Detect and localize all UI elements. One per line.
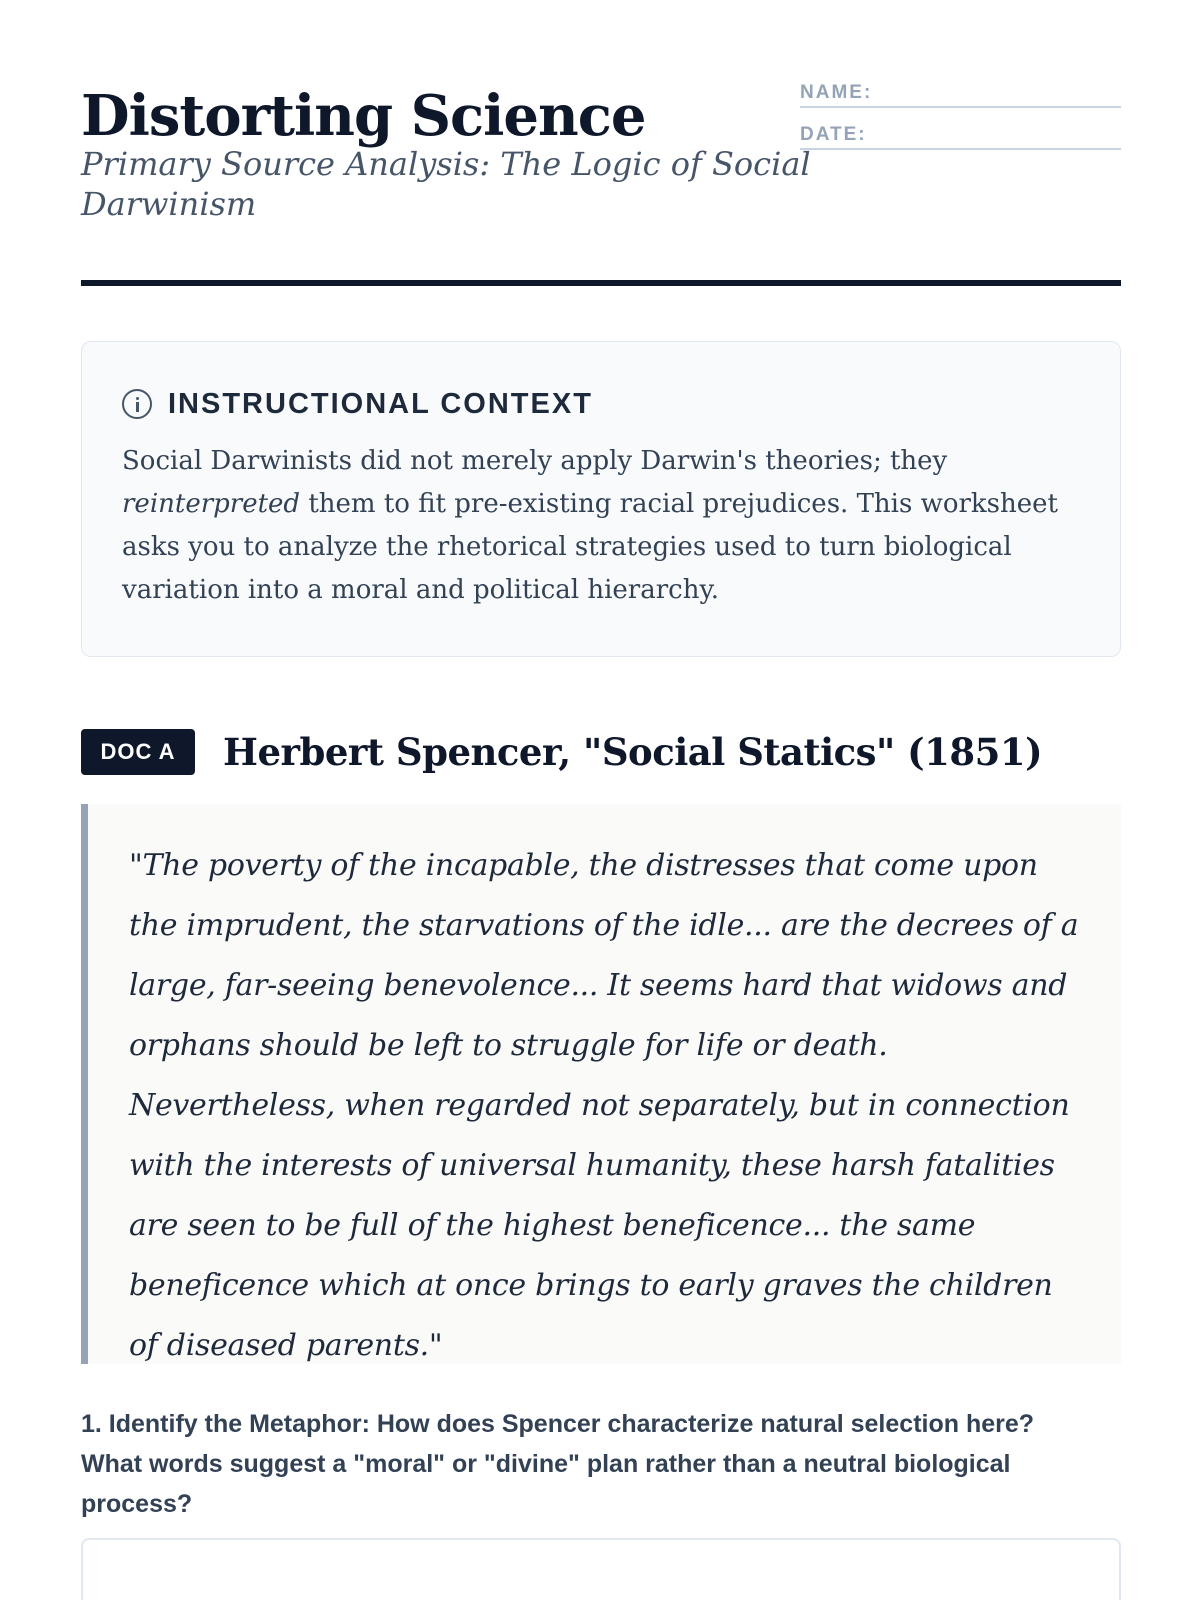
student-meta-fields (800, 80, 1121, 150)
worksheet-header (81, 80, 1121, 288)
date-label: DATE: (800, 124, 867, 145)
name-label: NAME: (800, 82, 873, 103)
page-subtitle: Primary Source Analysis: The Logic of Social Darwinism (81, 145, 811, 223)
document-a-quote (81, 804, 1121, 1364)
date-field[interactable] (800, 108, 1121, 150)
document-a-title: Herbert Spencer, "Social Statics" (1851) (223, 730, 1043, 774)
header-divider (81, 280, 1121, 286)
title-block (81, 80, 811, 224)
context-text-emphasis: reinterpreted (122, 489, 301, 519)
quote-text: "The poverty of the incapable, the distresses that come upon the imprudent, the starvations of the idle... are the decrees of a large, far-seeing benevolence... It seems hard that widows and orphans should be left to struggle for life or death. Nevertheless, when regarded not separately, but in connection with the interests of universal humanity, these harsh fatalities are seen to be full of the highest beneficence... the same beneficence which at once brings to early graves the children of diseased parents." (129, 848, 1079, 1363)
context-text-end: them to fit pre-existing racial prejudices. This worksheet asks you to analyze the rhetorical strategies used to turn biological variation into a moral and political hierarchy. (122, 489, 1058, 605)
doc-a-badge: DOC A (81, 729, 195, 775)
context-text-start: Social Darwinists did not merely apply Darwin's theories; they (122, 446, 948, 476)
context-text (122, 440, 1080, 612)
page-title: Distorting Science (81, 83, 646, 149)
info-icon (122, 389, 152, 419)
document-a-header (81, 724, 1121, 780)
question-1-answer-field[interactable] (81, 1538, 1121, 1600)
question-1: 1. Identify the Metaphor: How does Spencer characterize natural selection here? What words suggest a "moral" or "divine" plan rather than a neutral biological process? (81, 1410, 1035, 1518)
name-field[interactable] (800, 80, 1121, 108)
context-heading (122, 386, 1080, 422)
context-label: INSTRUCTIONAL CONTEXT (168, 387, 593, 420)
instructional-context-box (81, 341, 1121, 657)
